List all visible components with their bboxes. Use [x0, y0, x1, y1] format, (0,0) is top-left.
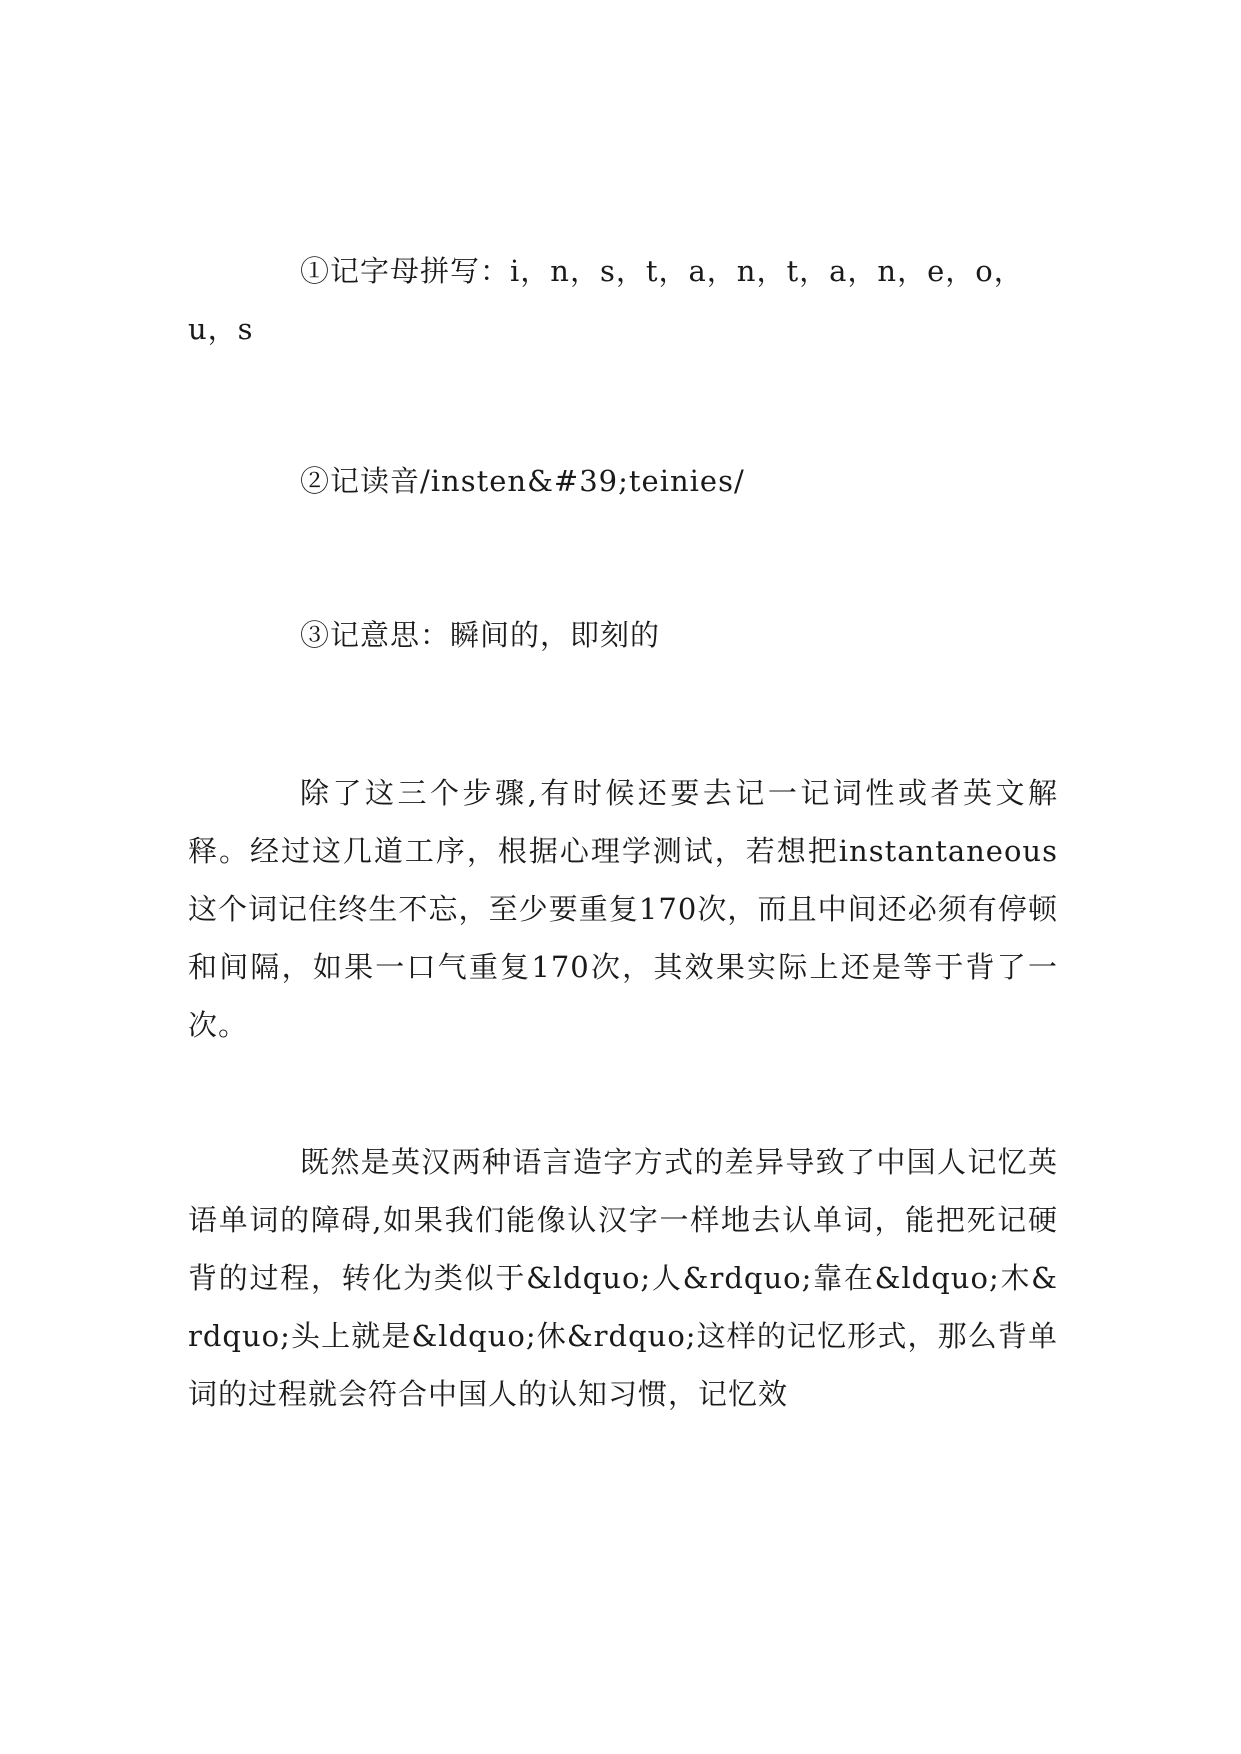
step-spelling: ①记字母拼写：i，n，s，t，a，n，t，a，n，e，o，u，s [188, 254, 1024, 346]
paragraph-repetition: 除了这三个步骤,有时候还要去记一记词性或者英文解释。经过这几道工序，根据心理学测试，若想把instantaneous这个词记住终生不忘，至少要重复170次，而且中间还必须有停顿和间隔，如果一口气重复170次，其效果实际上还是等于背了一次。 [188, 776, 1058, 1042]
step-pronunciation: ②记读音/insten&#39;teinies/ [300, 464, 745, 498]
document-page [188, 0, 1058, 1754]
paragraph-memory-method: 既然是英汉两种语言造字方式的差异导致了中国人记忆英语单词的障碍,如果我们能像认汉字一样地去认单词，能把死记硬背的过程，转化为类似于&ldquo;人&rdquo;靠在&ldquo;木&rdquo;头上就是&ldquo;休&rdquo;这样的记忆形式，那么背单词的过程就会符合中国人的认知习惯，记忆效 [188, 1145, 1058, 1411]
step-meaning: ③记意思：瞬间的，即刻的 [300, 618, 661, 652]
